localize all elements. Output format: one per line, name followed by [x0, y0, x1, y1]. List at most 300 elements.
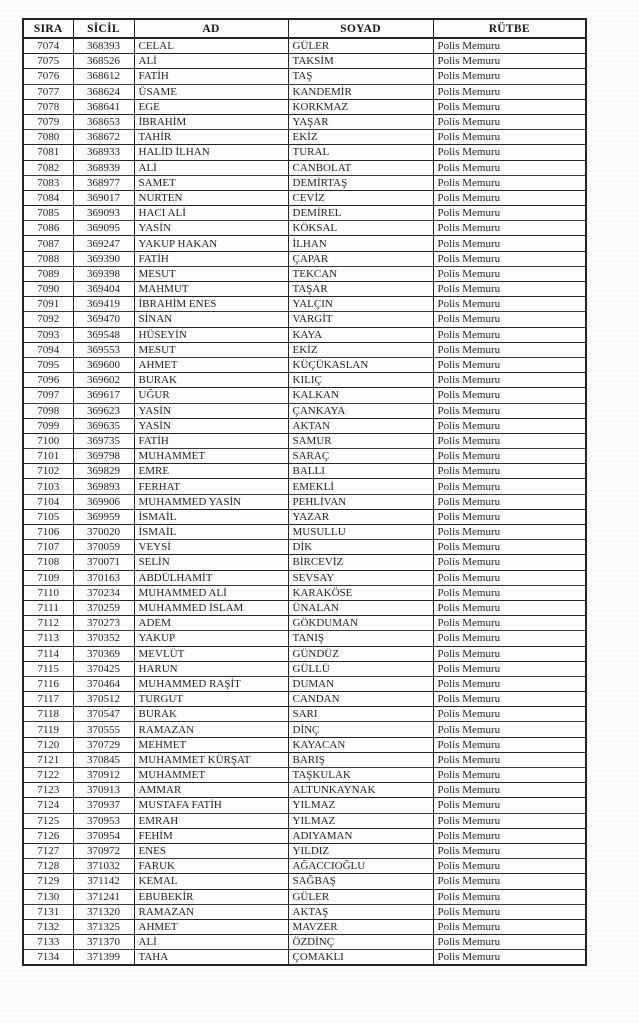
table-cell-soyad: DİK [288, 540, 433, 555]
table-cell-sicil: 370512 [73, 692, 134, 707]
table-cell-rutbe: Polis Memuru [433, 935, 586, 950]
table-cell-rutbe: Polis Memuru [433, 160, 586, 175]
table-cell-rutbe: Polis Memuru [433, 752, 586, 767]
table-cell-sira: 7127 [23, 843, 73, 858]
table-cell-sicil: 369247 [73, 236, 134, 251]
table-cell-sicil: 368672 [73, 130, 134, 145]
table-cell-sira: 7087 [23, 236, 73, 251]
table-cell-ad: MEVLÜT [134, 646, 288, 661]
table-row [23, 646, 586, 661]
table-cell-ad: İBRAHİM ENES [134, 297, 288, 312]
table-cell-sira: 7107 [23, 540, 73, 555]
table-cell-rutbe: Polis Memuru [433, 206, 586, 221]
table-cell-sicil: 369017 [73, 190, 134, 205]
table-cell-rutbe: Polis Memuru [433, 783, 586, 798]
table-row [23, 874, 586, 889]
table-cell-ad: ENES [134, 843, 288, 858]
table-cell-sira: 7101 [23, 449, 73, 464]
table-cell-soyad: MAVZER [288, 919, 433, 934]
table-cell-rutbe: Polis Memuru [433, 236, 586, 251]
table-cell-sicil: 369893 [73, 479, 134, 494]
table-cell-ad: ADEM [134, 616, 288, 631]
table-cell-sicil: 371370 [73, 935, 134, 950]
table-cell-rutbe: Polis Memuru [433, 616, 586, 631]
table-row [23, 722, 586, 737]
table-cell-rutbe: Polis Memuru [433, 175, 586, 190]
table-row [23, 616, 586, 631]
table-cell-sira: 7128 [23, 859, 73, 874]
table-cell-soyad: BARIŞ [288, 752, 433, 767]
table-cell-sicil: 369602 [73, 373, 134, 388]
table-cell-soyad: TURAL [288, 145, 433, 160]
table-cell-ad: EMRE [134, 464, 288, 479]
table-cell-sira: 7082 [23, 160, 73, 175]
table-cell-sira: 7076 [23, 69, 73, 84]
table-cell-rutbe: Polis Memuru [433, 570, 586, 585]
table-cell-rutbe: Polis Memuru [433, 646, 586, 661]
table-cell-sicil: 370163 [73, 570, 134, 585]
table-cell-sicil: 369600 [73, 357, 134, 372]
table-cell-sicil: 369419 [73, 297, 134, 312]
table-cell-rutbe: Polis Memuru [433, 357, 586, 372]
table-row [23, 828, 586, 843]
table-cell-sira: 7098 [23, 403, 73, 418]
table-cell-ad: BURAK [134, 373, 288, 388]
table-cell-ad: TAHA [134, 950, 288, 966]
table-cell-ad: SELİN [134, 555, 288, 570]
table-cell-soyad: ADIYAMAN [288, 828, 433, 843]
table-cell-rutbe: Polis Memuru [433, 631, 586, 646]
table-cell-ad: HACI ALİ [134, 206, 288, 221]
table-cell-rutbe: Polis Memuru [433, 859, 586, 874]
table-row [23, 919, 586, 934]
table-cell-sira: 7090 [23, 282, 73, 297]
table-cell-sira: 7091 [23, 297, 73, 312]
table-cell-soyad: SARI [288, 707, 433, 722]
table-row [23, 373, 586, 388]
table-row [23, 509, 586, 524]
table-cell-sira: 7078 [23, 99, 73, 114]
table-cell-rutbe: Polis Memuru [433, 692, 586, 707]
table-cell-sicil: 371241 [73, 889, 134, 904]
table-cell-sira: 7113 [23, 631, 73, 646]
table-row [23, 84, 586, 99]
table-row [23, 312, 586, 327]
table-cell-soyad: KALKAN [288, 388, 433, 403]
table-cell-sicil: 369553 [73, 342, 134, 357]
table-row [23, 130, 586, 145]
table-cell-rutbe: Polis Memuru [433, 874, 586, 889]
table-cell-rutbe: Polis Memuru [433, 251, 586, 266]
table-cell-ad: FEHİM [134, 828, 288, 843]
table-row [23, 585, 586, 600]
table-row [23, 69, 586, 84]
table-cell-sira: 7123 [23, 783, 73, 798]
table-cell-sicil: 368624 [73, 84, 134, 99]
table-cell-rutbe: Polis Memuru [433, 464, 586, 479]
table-cell-soyad: YAZAR [288, 509, 433, 524]
table-cell-sira: 7129 [23, 874, 73, 889]
table-cell-soyad: GÖKDUMAN [288, 616, 433, 631]
table-cell-sira: 7097 [23, 388, 73, 403]
table-cell-soyad: KORKMAZ [288, 99, 433, 114]
table-cell-rutbe: Polis Memuru [433, 145, 586, 160]
table-cell-ad: MAHMUT [134, 282, 288, 297]
table-cell-soyad: İLHAN [288, 236, 433, 251]
table-cell-sira: 7126 [23, 828, 73, 843]
table-cell-rutbe: Polis Memuru [433, 342, 586, 357]
table-cell-rutbe: Polis Memuru [433, 707, 586, 722]
table-row [23, 206, 586, 221]
table-cell-ad: TAHİR [134, 130, 288, 145]
table-cell-ad: MEHMET [134, 737, 288, 752]
table-cell-rutbe: Polis Memuru [433, 130, 586, 145]
table-cell-sira: 7102 [23, 464, 73, 479]
table-cell-sicil: 370369 [73, 646, 134, 661]
table-cell-rutbe: Polis Memuru [433, 540, 586, 555]
table-cell-ad: AMMAR [134, 783, 288, 798]
table-cell-soyad: SAMUR [288, 433, 433, 448]
table-cell-rutbe: Polis Memuru [433, 99, 586, 114]
table-cell-rutbe: Polis Memuru [433, 479, 586, 494]
table-row [23, 251, 586, 266]
table-cell-sicil: 369906 [73, 494, 134, 509]
table-row [23, 692, 586, 707]
table-cell-sira: 7121 [23, 752, 73, 767]
table-cell-sicil: 369390 [73, 251, 134, 266]
table-cell-rutbe: Polis Memuru [433, 843, 586, 858]
table-cell-sicil: 370953 [73, 813, 134, 828]
table-cell-sira: 7092 [23, 312, 73, 327]
table-row [23, 433, 586, 448]
table-cell-sira: 7081 [23, 145, 73, 160]
table-row [23, 190, 586, 205]
table-cell-soyad: ÖZDİNÇ [288, 935, 433, 950]
table-cell-rutbe: Polis Memuru [433, 661, 586, 676]
table-cell-soyad: KILIÇ [288, 373, 433, 388]
table-cell-sicil: 371320 [73, 904, 134, 919]
table-cell-ad: HARUN [134, 661, 288, 676]
table-row [23, 843, 586, 858]
table-row [23, 904, 586, 919]
table-cell-rutbe: Polis Memuru [433, 282, 586, 297]
table-cell-sicil: 370425 [73, 661, 134, 676]
table-cell-rutbe: Polis Memuru [433, 585, 586, 600]
table-cell-ad: MUHAMMET [134, 449, 288, 464]
table-row [23, 160, 586, 175]
table-cell-sira: 7134 [23, 950, 73, 966]
table-cell-ad: VEYSİ [134, 540, 288, 555]
table-cell-rutbe: Polis Memuru [433, 297, 586, 312]
table-cell-soyad: GÜNDÜZ [288, 646, 433, 661]
table-row [23, 661, 586, 676]
table-cell-ad: İSMAİL [134, 525, 288, 540]
table-cell-rutbe: Polis Memuru [433, 418, 586, 433]
table-cell-sira: 7115 [23, 661, 73, 676]
table-cell-sicil: 369398 [73, 266, 134, 281]
table-cell-soyad: EMEKLİ [288, 479, 433, 494]
table-cell-ad: MESUT [134, 342, 288, 357]
table-cell-soyad: EKİZ [288, 130, 433, 145]
table-row [23, 464, 586, 479]
table-row [23, 342, 586, 357]
table-cell-soyad: EKİZ [288, 342, 433, 357]
table-cell-sicil: 368526 [73, 54, 134, 69]
table-cell-rutbe: Polis Memuru [433, 813, 586, 828]
table-cell-sicil: 370020 [73, 525, 134, 540]
table-cell-soyad: DEMİRTAŞ [288, 175, 433, 190]
table-row [23, 737, 586, 752]
table-cell-sira: 7080 [23, 130, 73, 145]
table-cell-sicil: 370954 [73, 828, 134, 843]
table-cell-sicil: 371142 [73, 874, 134, 889]
table-cell-soyad: GÜLER [288, 38, 433, 54]
table-cell-sicil: 370845 [73, 752, 134, 767]
table-cell-sicil: 371325 [73, 919, 134, 934]
table-cell-sicil: 368977 [73, 175, 134, 190]
table-cell-sicil: 370464 [73, 676, 134, 691]
table-cell-sicil: 369617 [73, 388, 134, 403]
table-row [23, 449, 586, 464]
table-row [23, 570, 586, 585]
table-cell-rutbe: Polis Memuru [433, 555, 586, 570]
table-cell-sicil: 370259 [73, 600, 134, 615]
table-cell-ad: FATİH [134, 69, 288, 84]
table-cell-ad: FERHAT [134, 479, 288, 494]
table-cell-soyad: KÖKSAL [288, 221, 433, 236]
table-row [23, 479, 586, 494]
table-cell-sira: 7105 [23, 509, 73, 524]
table-cell-sicil: 370234 [73, 585, 134, 600]
column-header-sira: SIRA [23, 19, 73, 38]
table-cell-rutbe: Polis Memuru [433, 38, 586, 54]
table-cell-sira: 7130 [23, 889, 73, 904]
table-cell-ad: FARUK [134, 859, 288, 874]
table-cell-soyad: ALTUNKAYNAK [288, 783, 433, 798]
table-cell-rutbe: Polis Memuru [433, 509, 586, 524]
table-cell-ad: SİNAN [134, 312, 288, 327]
table-row [23, 676, 586, 691]
table-row [23, 403, 586, 418]
table-cell-sicil: 370273 [73, 616, 134, 631]
personnel-table [22, 18, 587, 966]
table-cell-ad: SAMET [134, 175, 288, 190]
table-cell-sira: 7114 [23, 646, 73, 661]
table-cell-ad: KEMAL [134, 874, 288, 889]
table-cell-rutbe: Polis Memuru [433, 221, 586, 236]
table-cell-soyad: TANIŞ [288, 631, 433, 646]
table-cell-sicil: 369095 [73, 221, 134, 236]
table-cell-sicil: 369404 [73, 282, 134, 297]
table-cell-sira: 7103 [23, 479, 73, 494]
table-row [23, 935, 586, 950]
table-row [23, 798, 586, 813]
table-cell-rutbe: Polis Memuru [433, 828, 586, 843]
table-cell-ad: EMRAH [134, 813, 288, 828]
table-cell-ad: MUHAMMED ALİ [134, 585, 288, 600]
table-cell-sicil: 369548 [73, 327, 134, 342]
table-cell-soyad: YILMAZ [288, 798, 433, 813]
table-cell-sicil: 369798 [73, 449, 134, 464]
table-cell-sira: 7088 [23, 251, 73, 266]
table-cell-sicil: 370071 [73, 555, 134, 570]
table-cell-sicil: 368653 [73, 114, 134, 129]
table-cell-sira: 7122 [23, 768, 73, 783]
table-cell-ad: AHMET [134, 919, 288, 934]
table-cell-rutbe: Polis Memuru [433, 312, 586, 327]
table-cell-soyad: DUMAN [288, 676, 433, 691]
table-cell-sira: 7077 [23, 84, 73, 99]
table-cell-soyad: YILDIZ [288, 843, 433, 858]
table-cell-ad: ALİ [134, 54, 288, 69]
table-row [23, 388, 586, 403]
table-cell-ad: İBRAHİM [134, 114, 288, 129]
table-cell-ad: MUHAMMET [134, 768, 288, 783]
table-cell-ad: ÜSAME [134, 84, 288, 99]
table-cell-sira: 7096 [23, 373, 73, 388]
table-cell-sira: 7119 [23, 722, 73, 737]
table-cell-sicil: 370912 [73, 768, 134, 783]
table-cell-rutbe: Polis Memuru [433, 403, 586, 418]
table-row [23, 889, 586, 904]
table-row [23, 357, 586, 372]
table-cell-sicil: 369635 [73, 418, 134, 433]
table-cell-ad: UĞUR [134, 388, 288, 403]
table-row [23, 555, 586, 570]
table-cell-sicil: 369093 [73, 206, 134, 221]
table-cell-sicil: 370059 [73, 540, 134, 555]
table-cell-ad: NURTEN [134, 190, 288, 205]
table-row [23, 631, 586, 646]
table-cell-soyad: KAYACAN [288, 737, 433, 752]
table-cell-soyad: ÜNALAN [288, 600, 433, 615]
table-row [23, 707, 586, 722]
table-row [23, 54, 586, 69]
table-row [23, 236, 586, 251]
table-cell-soyad: BALLI [288, 464, 433, 479]
table-cell-rutbe: Polis Memuru [433, 388, 586, 403]
table-cell-sicil: 370547 [73, 707, 134, 722]
table-cell-sira: 7116 [23, 676, 73, 691]
table-cell-soyad: PEHLİVAN [288, 494, 433, 509]
table-cell-soyad: KÜÇÜKASLAN [288, 357, 433, 372]
table-cell-rutbe: Polis Memuru [433, 798, 586, 813]
table-cell-sicil: 368612 [73, 69, 134, 84]
table-cell-ad: MUHAMMED YASİN [134, 494, 288, 509]
table-cell-sicil: 370937 [73, 798, 134, 813]
table-cell-sicil: 369735 [73, 433, 134, 448]
table-cell-soyad: SEVSAY [288, 570, 433, 585]
table-row [23, 540, 586, 555]
table-cell-ad: CELAL [134, 38, 288, 54]
table-cell-soyad: YAŞAR [288, 114, 433, 129]
table-cell-rutbe: Polis Memuru [433, 266, 586, 281]
table-cell-sira: 7111 [23, 600, 73, 615]
table-cell-sicil: 369623 [73, 403, 134, 418]
table-cell-sira: 7131 [23, 904, 73, 919]
table-row [23, 783, 586, 798]
table-cell-rutbe: Polis Memuru [433, 327, 586, 342]
table-row [23, 950, 586, 966]
table-cell-rutbe: Polis Memuru [433, 114, 586, 129]
table-cell-rutbe: Polis Memuru [433, 190, 586, 205]
table-cell-soyad: YALÇIN [288, 297, 433, 312]
table-cell-ad: EGE [134, 99, 288, 114]
column-header-ad: AD [134, 19, 288, 38]
table-cell-sira: 7075 [23, 54, 73, 69]
table-cell-sira: 7084 [23, 190, 73, 205]
table-cell-sicil: 370729 [73, 737, 134, 752]
table-cell-soyad: GÜLER [288, 889, 433, 904]
table-cell-ad: MUHAMMED İSLAM [134, 600, 288, 615]
table-row [23, 859, 586, 874]
table-cell-ad: YAKUP [134, 631, 288, 646]
table-cell-sira: 7133 [23, 935, 73, 950]
table-cell-sira: 7089 [23, 266, 73, 281]
table-cell-soyad: TEKCAN [288, 266, 433, 281]
column-header-rutbe: RÜTBE [433, 19, 586, 38]
table-cell-rutbe: Polis Memuru [433, 449, 586, 464]
table-cell-sicil: 370555 [73, 722, 134, 737]
table-cell-soyad: TAŞ [288, 69, 433, 84]
table-cell-sira: 7106 [23, 525, 73, 540]
table-cell-ad: TURGUT [134, 692, 288, 707]
table-row [23, 418, 586, 433]
table-cell-soyad: YILMAZ [288, 813, 433, 828]
table-cell-soyad: DEMİREL [288, 206, 433, 221]
table-cell-sira: 7100 [23, 433, 73, 448]
table-cell-ad: AHMET [134, 357, 288, 372]
table-cell-soyad: CEVİZ [288, 190, 433, 205]
table-cell-sira: 7132 [23, 919, 73, 934]
table-row [23, 221, 586, 236]
table-cell-rutbe: Polis Memuru [433, 600, 586, 615]
table-cell-sira: 7110 [23, 585, 73, 600]
table-cell-soyad: ÇOMAKLI [288, 950, 433, 966]
table-cell-soyad: KANDEMİR [288, 84, 433, 99]
table-cell-soyad: CANDAN [288, 692, 433, 707]
table-cell-sicil: 371032 [73, 859, 134, 874]
table-row [23, 114, 586, 129]
table-cell-sira: 7083 [23, 175, 73, 190]
table-cell-ad: YASİN [134, 403, 288, 418]
column-header-soyad: SOYAD [288, 19, 433, 38]
table-cell-sira: 7120 [23, 737, 73, 752]
table-cell-ad: EBUBEKİR [134, 889, 288, 904]
table-row [23, 327, 586, 342]
table-cell-ad: YASİN [134, 418, 288, 433]
table-cell-sira: 7074 [23, 38, 73, 54]
table-cell-rutbe: Polis Memuru [433, 676, 586, 691]
table-cell-sira: 7104 [23, 494, 73, 509]
table-row [23, 99, 586, 114]
table-cell-rutbe: Polis Memuru [433, 919, 586, 934]
table-cell-sira: 7095 [23, 357, 73, 372]
table-cell-sira: 7099 [23, 418, 73, 433]
table-row [23, 297, 586, 312]
table-row [23, 266, 586, 281]
table-cell-soyad: DİNÇ [288, 722, 433, 737]
table-cell-soyad: KARAKÖSE [288, 585, 433, 600]
table-cell-sira: 7079 [23, 114, 73, 129]
table-cell-ad: HALİD İLHAN [134, 145, 288, 160]
table-cell-sira: 7118 [23, 707, 73, 722]
table-row [23, 494, 586, 509]
table-cell-ad: İSMAİL [134, 509, 288, 524]
table-cell-rutbe: Polis Memuru [433, 722, 586, 737]
table-cell-soyad: TAKSİM [288, 54, 433, 69]
table-cell-soyad: VARGİT [288, 312, 433, 327]
